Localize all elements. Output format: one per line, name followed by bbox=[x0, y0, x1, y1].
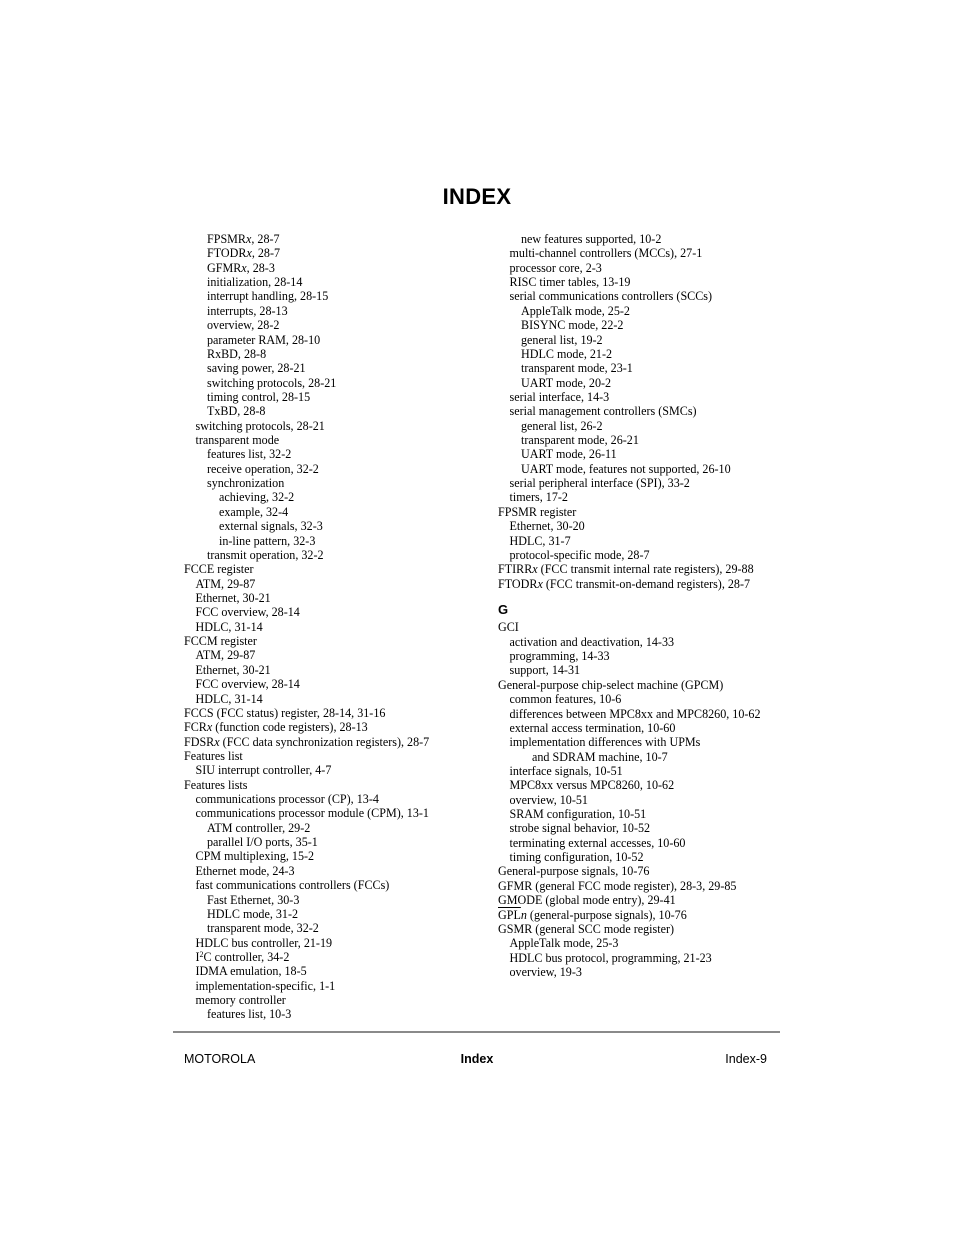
index-entry bbox=[498, 347, 798, 361]
index-entry bbox=[184, 376, 484, 390]
index-entry-text: overview, 28-2 bbox=[207, 318, 280, 333]
index-entry bbox=[498, 922, 798, 936]
index-entry bbox=[184, 620, 484, 634]
index-entry bbox=[498, 361, 798, 375]
index-entry bbox=[184, 577, 484, 591]
index-entry bbox=[498, 289, 798, 303]
index-entry bbox=[498, 620, 798, 634]
index-entry bbox=[498, 447, 798, 461]
index-entry bbox=[184, 490, 484, 504]
index-entry bbox=[184, 692, 484, 706]
footer-page-number: Index-9 bbox=[725, 1052, 767, 1066]
index-entry-text: transparent mode, 32-2 bbox=[207, 921, 319, 936]
index-entry bbox=[184, 534, 484, 548]
index-entry-text: memory controller bbox=[195, 993, 286, 1008]
index-entry-text: TxBD, 28-8 bbox=[207, 404, 266, 419]
index-entry-variable: x bbox=[537, 576, 543, 591]
index-entry-suffix: , 28-7 bbox=[251, 232, 280, 246]
index-entry-variable: x bbox=[246, 246, 252, 261]
index-entry bbox=[184, 261, 484, 275]
index-entry bbox=[498, 836, 798, 850]
index-entry bbox=[498, 649, 798, 663]
index-entry bbox=[184, 835, 484, 849]
index-entry bbox=[498, 261, 798, 275]
index-entry-text: timers, 17-2 bbox=[509, 490, 568, 505]
index-entry bbox=[498, 577, 798, 591]
index-entry bbox=[184, 505, 484, 519]
index-entry bbox=[498, 548, 798, 562]
index-entry-text: FTODR bbox=[207, 246, 247, 261]
index-entry-text: General-purpose chip-select machine (GPCM) bbox=[498, 677, 724, 692]
footer-section: Index bbox=[460, 1052, 494, 1066]
index-entry-text: UART mode, 20-2 bbox=[521, 375, 612, 390]
index-entry bbox=[184, 404, 484, 418]
index-entry bbox=[184, 792, 484, 806]
index-entry bbox=[184, 936, 484, 950]
index-entry bbox=[498, 419, 798, 433]
index-entry-variable: x bbox=[246, 232, 252, 246]
index-entry-text: switching protocols, 28-21 bbox=[195, 418, 325, 433]
index-entry-text: Features list bbox=[184, 748, 243, 763]
index-entry-text: RISC timer tables, 13-19 bbox=[509, 275, 631, 290]
index-entry-text: activation and deactivation, 14-33 bbox=[509, 634, 675, 649]
index-entry-text: common features, 10-6 bbox=[509, 692, 622, 707]
index-entry-overline-text: $\overline{GPL}$ bbox=[498, 907, 521, 922]
index-entry-variable: n bbox=[520, 907, 527, 922]
index-entry bbox=[184, 648, 484, 662]
index-entry-text: IDMA emulation, 18-5 bbox=[195, 964, 307, 979]
index-entry-text: interrupts, 28-13 bbox=[207, 303, 288, 318]
index-entry bbox=[184, 706, 484, 720]
index-entry-text: differences between MPC8xx and MPC8260, 10-62 bbox=[509, 706, 761, 721]
index-entry-text: GCI bbox=[498, 620, 519, 635]
index-entry bbox=[184, 950, 484, 964]
index-entry bbox=[184, 232, 484, 246]
index-entry bbox=[498, 433, 798, 447]
index-entry-text: transparent mode, 26-21 bbox=[521, 433, 639, 448]
index-entry-text: serial communications controllers (SCCs) bbox=[509, 289, 713, 304]
index-entry bbox=[184, 749, 484, 763]
index-entry-suffix: (function code registers), 28-13 bbox=[212, 720, 368, 735]
index-entry bbox=[498, 678, 798, 692]
index-entry-text: implementation differences with UPMs bbox=[509, 735, 701, 750]
index-entry-text: processor core, 2-3 bbox=[509, 260, 602, 275]
index-entry-suffix: (general-purpose signals), 10-76 bbox=[526, 907, 687, 922]
index-entry-text: FTIRR bbox=[498, 562, 533, 577]
index-entry-text: RxBD, 28-8 bbox=[207, 346, 267, 361]
index-entry-text: communications processor module (CPM), 13-1 bbox=[195, 806, 429, 821]
index-entry-suffix: , 28-7 bbox=[251, 246, 281, 261]
footer-company: MOTOROLA bbox=[184, 1052, 256, 1066]
index-entry bbox=[184, 907, 484, 921]
index-entry-text: protocol-specific mode, 28-7 bbox=[509, 547, 650, 562]
index-entry-text: Ethernet, 30-21 bbox=[195, 662, 271, 677]
index-entry-text: external signals, 32-3 bbox=[219, 519, 323, 534]
index-entry bbox=[498, 404, 798, 418]
index-entry bbox=[184, 735, 484, 749]
index-entry bbox=[498, 721, 798, 735]
index-entry bbox=[184, 246, 484, 260]
index-entry-text: HDLC bus controller, 21-19 bbox=[195, 935, 333, 950]
index-entry-text: serial interface, 14-3 bbox=[509, 389, 610, 404]
index-entry bbox=[184, 763, 484, 777]
index-entry bbox=[498, 490, 798, 504]
index-entry bbox=[184, 806, 484, 820]
index-entry-text: fast communications controllers (FCCs) bbox=[195, 878, 390, 893]
index-entry-text: overview, 10-51 bbox=[509, 792, 588, 807]
index-entry-text: FTODR bbox=[498, 576, 538, 591]
index-letter-heading: G bbox=[498, 601, 509, 617]
index-entry-text: CPM multiplexing, 15-2 bbox=[195, 849, 315, 864]
index-entry-variable: x bbox=[214, 734, 220, 749]
index-entry-text: HDLC mode, 21-2 bbox=[521, 346, 613, 361]
index-entry bbox=[184, 921, 484, 935]
index-entry-text: features list, 10-3 bbox=[207, 1007, 292, 1022]
index-entry bbox=[498, 793, 798, 807]
page-title: INDEX bbox=[442, 184, 512, 209]
index-entry bbox=[184, 1007, 484, 1021]
index-entry bbox=[498, 707, 798, 721]
index-entry-text: interface signals, 10-51 bbox=[509, 763, 623, 778]
index-entry-text: GSMR (general SCC mode register) bbox=[498, 921, 675, 936]
index-entry-variable: x bbox=[532, 562, 538, 577]
index-entry-text: new features supported, 10-2 bbox=[521, 232, 662, 246]
index-entry-text: SIU interrupt controller, 4-7 bbox=[195, 763, 332, 778]
index-entry bbox=[184, 390, 484, 404]
index-entry bbox=[184, 333, 484, 347]
index-entry-text: AppleTalk mode, 25-3 bbox=[509, 936, 619, 951]
index-entry bbox=[498, 893, 798, 907]
index-entry-text: FDSR bbox=[184, 734, 215, 749]
index-entry-text: ATM, 29-87 bbox=[195, 576, 256, 591]
index-entry bbox=[184, 476, 484, 490]
index-entry bbox=[498, 764, 798, 778]
index-entry bbox=[498, 376, 798, 390]
index-entry bbox=[184, 979, 484, 993]
index-entry bbox=[498, 864, 798, 878]
index-entry-text: external access termination, 10-60 bbox=[509, 720, 676, 735]
index-entry-text: interrupt handling, 28-15 bbox=[207, 289, 329, 304]
index-entry-variable: x bbox=[241, 260, 247, 275]
index-entry bbox=[184, 964, 484, 978]
index-entry-text: HDLC, 31-14 bbox=[195, 691, 263, 706]
index-entry bbox=[498, 476, 798, 490]
index-entry-text: FPSMR bbox=[207, 232, 246, 246]
index-entry bbox=[184, 821, 484, 835]
index-entry-text: communications processor (CP), 13-4 bbox=[195, 792, 379, 807]
index-entry bbox=[184, 893, 484, 907]
index-entry-variable: x bbox=[206, 720, 213, 735]
index-entry-text: receive operation, 32-2 bbox=[207, 461, 319, 476]
index-entry bbox=[184, 304, 484, 318]
index-entry-text: FCCE register bbox=[184, 562, 254, 577]
index-entry bbox=[184, 663, 484, 677]
index-entry-text: features list, 32-2 bbox=[207, 447, 292, 462]
index-entry-text: parameter RAM, 28-10 bbox=[207, 332, 321, 347]
index-entry bbox=[184, 634, 484, 648]
index-entry bbox=[498, 318, 798, 332]
index-entry-suffix: (FCC transmit-on-demand registers), 28-7 bbox=[542, 576, 751, 591]
index-entry bbox=[184, 447, 484, 461]
index-entry bbox=[498, 807, 798, 821]
index-entry-text: serial management controllers (SMCs) bbox=[509, 404, 697, 419]
index-entry-text: transmit operation, 32-2 bbox=[207, 547, 324, 562]
index-entry-text: terminating external accesses, 10-60 bbox=[509, 835, 686, 850]
index-entry bbox=[184, 347, 484, 361]
index-entry-text: general list, 26-2 bbox=[521, 418, 603, 433]
index-entry bbox=[184, 864, 484, 878]
index-entry-text: general list, 19-2 bbox=[521, 332, 603, 347]
index-entry bbox=[184, 419, 484, 433]
index-entry-text: GFMR bbox=[207, 260, 242, 275]
index-entry-text: timing configuration, 10-52 bbox=[509, 850, 644, 865]
index-entry-text: MPC8xx versus MPC8260, 10-62 bbox=[509, 778, 675, 793]
index-entry bbox=[184, 878, 484, 892]
index-entry bbox=[498, 908, 798, 922]
index-entry-text: General-purpose signals, 10-76 bbox=[498, 864, 650, 879]
index-entry bbox=[498, 750, 798, 764]
index-entry-text: FPSMR register bbox=[498, 504, 577, 519]
index-entry bbox=[184, 361, 484, 375]
index-entry bbox=[184, 318, 484, 332]
index-entry-text: BISYNC mode, 22-2 bbox=[521, 318, 624, 333]
index-entry-text: Features lists bbox=[184, 777, 248, 792]
index-entry bbox=[184, 519, 484, 533]
index-entry bbox=[498, 850, 798, 864]
index-entry-text: saving power, 28-21 bbox=[207, 361, 306, 376]
index-entry-text: HDLC mode, 31-2 bbox=[207, 906, 299, 921]
index-entry bbox=[498, 333, 798, 347]
index-entry-text: ATM, 29-87 bbox=[195, 648, 256, 663]
index-entry-text: transparent mode, 23-1 bbox=[521, 361, 633, 376]
index-entry-text: example, 32-4 bbox=[219, 504, 289, 519]
index-entry-text: Ethernet, 30-20 bbox=[509, 519, 585, 534]
index-entry bbox=[498, 304, 798, 318]
index-entry-text: FCC overview, 28-14 bbox=[195, 605, 300, 620]
index-entry bbox=[498, 462, 798, 476]
index-entry-text: GMODE (global mode entry), 29-41 bbox=[498, 893, 676, 908]
index-entry bbox=[184, 591, 484, 605]
index-entry bbox=[498, 965, 798, 979]
index-entry-text: support, 14-31 bbox=[509, 663, 581, 678]
index-entry-text: in-line pattern, 32-3 bbox=[219, 533, 316, 548]
index-entry-text: and SDRAM machine, 10-7 bbox=[532, 749, 668, 764]
index-entry bbox=[184, 778, 484, 792]
index-entry bbox=[184, 562, 484, 576]
footer-rule bbox=[173, 1031, 780, 1033]
index-entry bbox=[184, 548, 484, 562]
index-entry-text: implementation-specific, 1-1 bbox=[195, 978, 336, 993]
index-entry-superscript: 2 bbox=[199, 949, 204, 959]
index-entry bbox=[184, 275, 484, 289]
index-entry bbox=[498, 505, 798, 519]
index-entry-suffix: (FCC data synchronization registers), 28-7 bbox=[219, 734, 430, 749]
index-entry bbox=[498, 879, 798, 893]
index-entry-text: switching protocols, 28-21 bbox=[207, 375, 337, 390]
index-entry-suffix: , 28-3 bbox=[246, 260, 275, 275]
index-entry-text: strobe signal behavior, 10-52 bbox=[509, 821, 651, 836]
index-column-right bbox=[498, 232, 798, 979]
index-entry-suffix: (FCC transmit internal rate registers), 29-88 bbox=[537, 562, 754, 577]
index-entry bbox=[184, 433, 484, 447]
index-entry-text: I bbox=[195, 949, 200, 964]
index-entry-text: multi-channel controllers (MCCs), 27-1 bbox=[509, 246, 703, 261]
index-entry bbox=[184, 720, 484, 734]
index-entry bbox=[498, 519, 798, 533]
index-entry-text: HDLC, 31-14 bbox=[195, 619, 263, 634]
index-column-left bbox=[184, 232, 484, 1022]
index-entry-text: FCC overview, 28-14 bbox=[195, 677, 300, 692]
index-entry bbox=[498, 232, 798, 246]
index-entry-text: Ethernet, 30-21 bbox=[195, 590, 271, 605]
index-entry-text: FCCM register bbox=[184, 634, 257, 649]
index-entry-text: AppleTalk mode, 25-2 bbox=[521, 303, 630, 318]
index-entry bbox=[498, 562, 798, 576]
index-entry bbox=[184, 677, 484, 691]
index-entry-text: SRAM configuration, 10-51 bbox=[509, 807, 647, 822]
index-entry-text: FCR bbox=[184, 720, 207, 735]
index-entry bbox=[184, 289, 484, 303]
index-entry-text: ATM controller, 29-2 bbox=[207, 820, 311, 835]
index-entry bbox=[498, 821, 798, 835]
index-entry bbox=[498, 635, 798, 649]
index-entry bbox=[498, 390, 798, 404]
index-entry bbox=[498, 951, 798, 965]
index-entry bbox=[498, 692, 798, 706]
index-entry bbox=[498, 778, 798, 792]
index-entry-text: overview, 19-3 bbox=[509, 964, 582, 979]
index-entry-text: HDLC, 31-7 bbox=[509, 533, 571, 548]
index-entry-text: programming, 14-33 bbox=[509, 649, 610, 664]
index-entry-text: UART mode, 26-11 bbox=[521, 447, 617, 462]
index-entry-text: transparent mode bbox=[195, 433, 280, 448]
index-entry bbox=[498, 246, 798, 260]
index-entry-text: HDLC bus protocol, programming, 21-23 bbox=[509, 950, 712, 965]
index-entry bbox=[498, 735, 798, 749]
index-entry-text: timing control, 28-15 bbox=[207, 389, 311, 404]
index-entry-text: UART mode, features not supported, 26-10 bbox=[521, 461, 731, 476]
index-entry bbox=[184, 462, 484, 476]
index-entry-text: parallel I/O ports, 35-1 bbox=[207, 835, 318, 850]
index-entry-text: synchronization bbox=[207, 476, 285, 491]
index-entry-text: GFMR (general FCC mode register), 28-3, 29-85 bbox=[498, 878, 737, 893]
index-entry-text: achieving, 32-2 bbox=[219, 490, 295, 505]
index-entry-text: Ethernet mode, 24-3 bbox=[195, 863, 295, 878]
index-entry bbox=[498, 663, 798, 677]
index-entry-suffix: C controller, 34-2 bbox=[203, 949, 290, 964]
index-entry bbox=[184, 849, 484, 863]
index-entry-text: FCCS (FCC status) register, 28-14, 31-16 bbox=[184, 705, 386, 720]
index-entry bbox=[184, 605, 484, 619]
index-entry-text: serial peripheral interface (SPI), 33-2 bbox=[509, 476, 690, 491]
index-entry bbox=[498, 936, 798, 950]
index-entry bbox=[498, 275, 798, 289]
index-entry-text: Fast Ethernet, 30-3 bbox=[207, 892, 300, 907]
index-entry bbox=[498, 534, 798, 548]
index-entry bbox=[184, 993, 484, 1007]
index-entry-text: initialization, 28-14 bbox=[207, 275, 303, 290]
